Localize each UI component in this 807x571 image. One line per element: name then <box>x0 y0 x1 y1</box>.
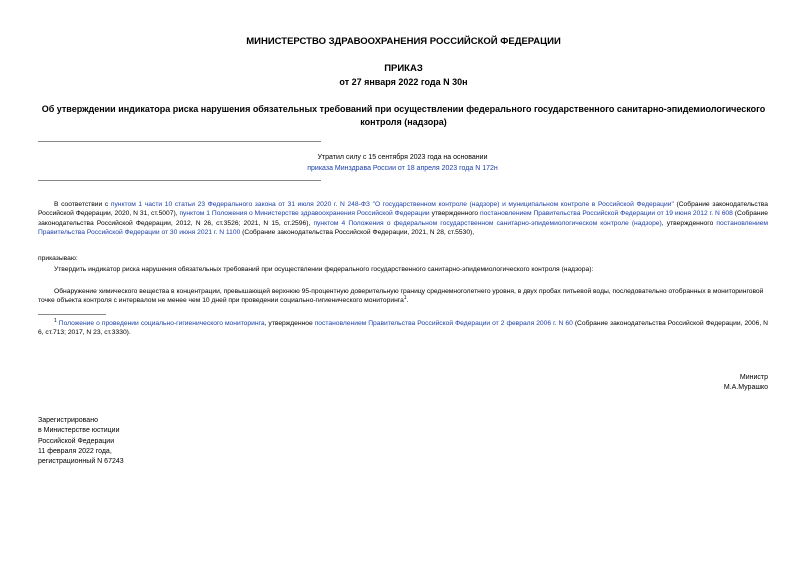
registration-line-2: в Министерстве юстиции <box>38 427 120 435</box>
order-title: Об утверждении индикатора риска нарушения обязательных требований при осуществлении федерального государственного санитарно-эпидемиологического контроля (надзора) <box>41 104 766 127</box>
preamble-text-2: (Собрание законодательства Российской Федерации, 2020, N 31, ст.5007), <box>38 201 768 218</box>
registration-line-1: Зарегистрировано <box>38 417 98 424</box>
footnote-ref[interactable]: 1 <box>403 295 407 302</box>
registration-line-4: 11 февраля 2022 года, <box>38 447 112 455</box>
status-line: Утратил силу с 15 сентября 2023 года на основании <box>317 154 488 161</box>
federal-law-link[interactable]: пунктом 1 части 10 статьи 23 Федерального закона от 31 июля 2020 г. N 248-ФЗ "О государственном контроле (надзоре) и муниципальном контроле в Российской Федерации" <box>110 201 674 208</box>
preamble-paragraph <box>38 200 768 237</box>
government-decree-1100-link[interactable]: постановлением Правительства Российской Федерации от 30 июня 2021 г. N 1100 <box>38 219 768 236</box>
footnote-text-1: , утвержденное <box>264 320 315 327</box>
monitoring-regulation-link[interactable]: Положение о проведении социально-гигиенического мониторинга <box>58 320 265 327</box>
indicator-text: Обнаружение химического вещества в концентрации, превышающей верхнюю 95-процентную доверительную границу среднемноголетнего уровня, в двух пробах питьевой воды, последовательно отобранных в мониторинговой точке объекта контроля с интервалом не менее чем 10 дней при проведении социально-гигиенического мониторинга <box>38 288 764 305</box>
ministry-heading: МИНИСТЕРСТВО ЗДРАВООХРАНЕНИЯ РОССИЙСКОЙ ФЕДЕРАЦИИ <box>246 36 561 47</box>
approve-paragraph: Утвердить индикатор риска нарушения обязательных требований при осуществлении федерального государственного санитарно-эпидемиологического контроля (надзора): <box>54 266 594 273</box>
registration-line-5: регистрационный N 67243 <box>38 458 124 466</box>
order-date-number: от 27 января 2022 года N 30н <box>339 77 468 87</box>
registration-line-3: Российской Федерации <box>38 437 115 445</box>
registration-block <box>38 416 124 467</box>
repeal-order-link[interactable]: приказа Минздрава России от 18 апреля 2023 года N 172н <box>307 165 498 172</box>
document-type: ПРИКАЗ <box>384 63 423 74</box>
government-decree-608-link[interactable]: постановлением Правительства Российской Федерации от 19 июня 2012 г. N 608 <box>480 210 733 218</box>
order-word: приказываю: <box>38 255 78 262</box>
preamble-text-6: (Собрание законодательства Российской Федерации, 2021, N 28, ст.5530), <box>240 228 475 236</box>
preamble-text-5: , утвержденного <box>661 219 717 227</box>
footnote <box>38 319 768 338</box>
signatory-position: Министр <box>739 374 768 381</box>
ministry-regulation-link[interactable]: пунктом 1 Положения о Министерстве здравоохранения Российской Федерации <box>179 210 430 218</box>
indicator-end: . <box>406 297 409 305</box>
preamble-text-1: В соответствии с <box>54 201 111 208</box>
signature-block <box>724 373 768 393</box>
footnote-text-2: (Собрание законодательства Российской Федерации, 2006, N 6, ст.713; 2017, N 23, ст.3330). <box>38 320 769 337</box>
status-top-divider <box>38 141 321 142</box>
footnote-mark: 1 <box>54 317 57 324</box>
preamble-text-4: (Собрание законодательства Российской Федерации, 2012, N 26, ст.3526; 2021, N 15, ст.2596), <box>38 210 768 227</box>
indicator-paragraph <box>38 287 768 306</box>
status-note <box>300 152 505 174</box>
preamble-text-3: утвержденного <box>429 210 480 218</box>
signatory-name: М.А.Мурашко <box>723 384 768 391</box>
footnote-divider <box>38 314 106 315</box>
status-bottom-divider <box>38 180 321 181</box>
sanitary-control-regulation-link[interactable]: пунктом 4 Положения о федеральном государственном санитарно-эпидемиологическом контроле (надзоре) <box>313 219 662 227</box>
government-decree-60-link[interactable]: постановлением Правительства Российской Федерации от 2 февраля 2006 г. N 60 <box>314 320 573 327</box>
